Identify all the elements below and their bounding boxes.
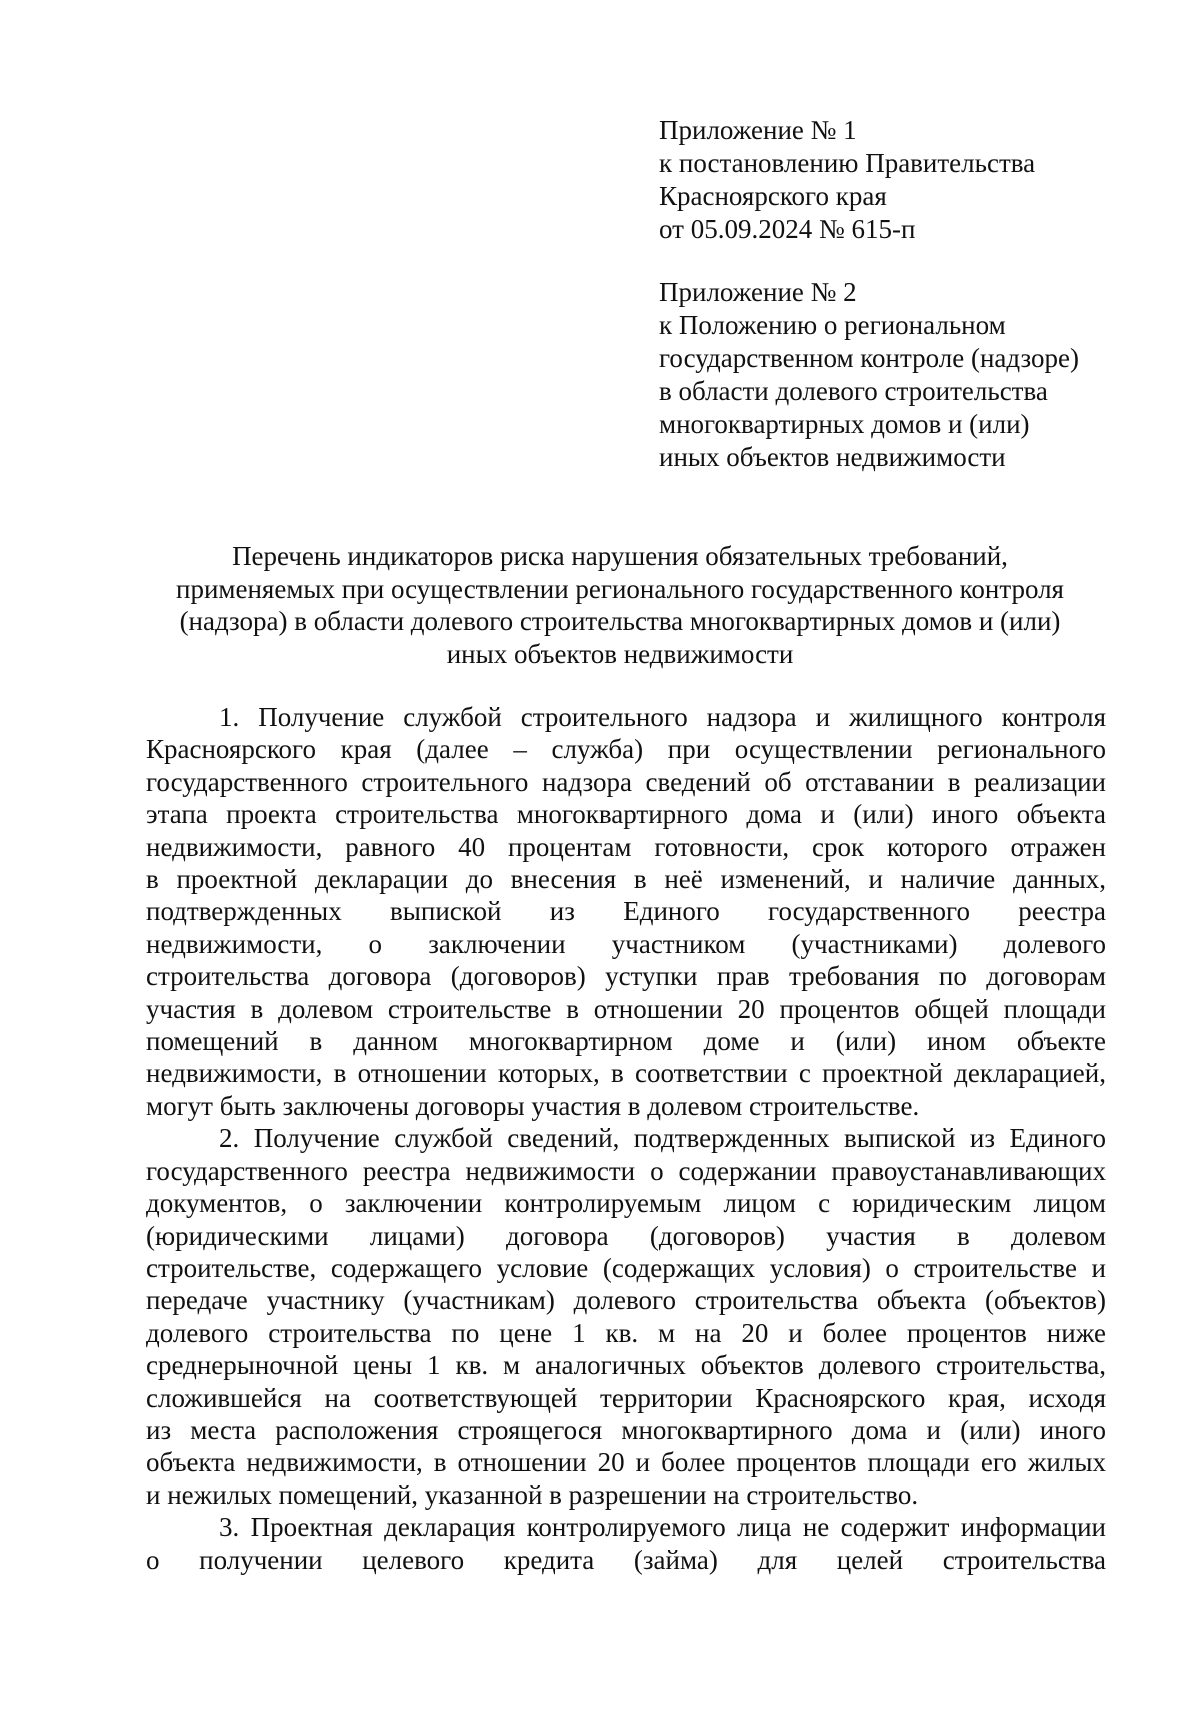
paragraph-line: в проектной декларации до внесения в неё изменений, и наличие данных, — [146, 864, 1106, 895]
paragraph-line: этапа проекта строительства многоквартирного дома и (или) иного объекта — [146, 799, 1106, 830]
annex-1-line: от 05.09.2024 № 615-п — [659, 214, 916, 244]
annex-1-line: Приложение № 1 — [659, 115, 857, 145]
title-line: Перечень индикаторов риска нарушения обязательных требований, — [232, 541, 1008, 571]
paragraph-line: и нежилых помещений, указанной в разрешении на строительство. — [146, 1479, 919, 1510]
paragraph-line: участия в долевом строительстве в отношении 20 процентов общей площади — [146, 993, 1106, 1024]
annex-2-line: иных объектов недвижимости — [659, 442, 1006, 472]
paragraph-line: долевого строительства по цене 1 кв. м на 20 и более процентов ниже — [146, 1317, 1106, 1348]
annex-2-line: Приложение № 2 — [659, 277, 857, 307]
annex-2-line: в области долевого строительства — [659, 376, 1048, 406]
title-line: иных объектов недвижимости — [446, 638, 794, 669]
annex-2-line: государственном контроле (надзоре) — [659, 343, 1079, 373]
paragraph-line: подтвержденных выпиской из Единого государственного реестра — [146, 896, 1106, 927]
annex-2-line: к Положению о региональном — [659, 310, 1006, 340]
document-body — [146, 701, 1106, 1576]
paragraph-line: недвижимости, в отношении которых, в соответствии с проектной декларацией, — [146, 1058, 1106, 1089]
annex-2-line: многоквартирных домов и (или) — [659, 409, 1030, 439]
paragraph-line: среднерыночной цены 1 кв. м аналогичных объектов долевого строительства, — [146, 1350, 1106, 1381]
paragraph-line: объекта недвижимости, в отношении 20 и более процентов площади его жилых — [146, 1447, 1106, 1478]
paragraph-line: помещений в данном многоквартирном доме и (или) ином объекте — [146, 1026, 1106, 1057]
paragraph-3 — [146, 1511, 1106, 1576]
annex-1-header — [659, 114, 1139, 246]
title-line: применяемых при осуществлении регионального государственного контроля — [176, 573, 1064, 604]
paragraph-line: сложившейся на соответствующей территории Красноярского края, исходя — [146, 1382, 1106, 1413]
paragraph-line: 3. Проектная декларация контролируемого лица не содержит информации — [219, 1512, 1106, 1543]
paragraph-line: 2. Получение службой сведений, подтвержденных выпиской из Единого — [219, 1123, 1106, 1154]
paragraph-line: могут быть заключены договоры участия в долевом строительстве. — [146, 1090, 920, 1121]
paragraph-line: государственного строительного надзора сведений об отставании в реализации — [146, 766, 1106, 797]
document-title — [140, 540, 1100, 670]
paragraph-line: недвижимости, о заключении участником (участниками) долевого — [146, 928, 1106, 959]
annex-1-line: к постановлению Правительства — [659, 148, 1036, 178]
paragraph-line: 1. Получение службой строительного надзора и жилищного контроля — [219, 702, 1106, 732]
paragraph-line: передаче участнику (участникам) долевого строительства объекта (объектов) — [146, 1285, 1106, 1316]
paragraph-line: из места расположения строящегося многоквартирного дома и (или) иного — [146, 1414, 1106, 1445]
paragraph-1 — [146, 701, 1106, 1122]
paragraph-line: государственного реестра недвижимости о содержании правоустанавливающих — [146, 1155, 1106, 1186]
paragraph-line: Красноярского края (далее – служба) при осуществлении регионального — [146, 734, 1106, 765]
annex-2-header — [659, 276, 1139, 474]
title-line: (надзора) в области долевого строительства многоквартирных домов и (или) — [179, 606, 1061, 636]
paragraph-line: строительстве, содержащего условие (содержащих условия) о строительстве и — [146, 1252, 1106, 1283]
paragraph-line: строительства договора (договоров) уступки прав требования по договорам — [146, 961, 1106, 992]
paragraph-2 — [146, 1122, 1106, 1511]
paragraph-line: недвижимости, равного 40 процентам готовности, срок которого отражен — [146, 831, 1106, 862]
paragraph-line: документов, о заключении контролируемым лицом с юридическим лицом — [146, 1188, 1106, 1219]
annex-1-line: Красноярского края — [659, 181, 887, 211]
paragraph-line: (юридическими лицами) договора (договоров) участия в долевом — [146, 1220, 1106, 1251]
paragraph-line: о получении целевого кредита (займа) для целей строительства — [146, 1544, 1106, 1575]
